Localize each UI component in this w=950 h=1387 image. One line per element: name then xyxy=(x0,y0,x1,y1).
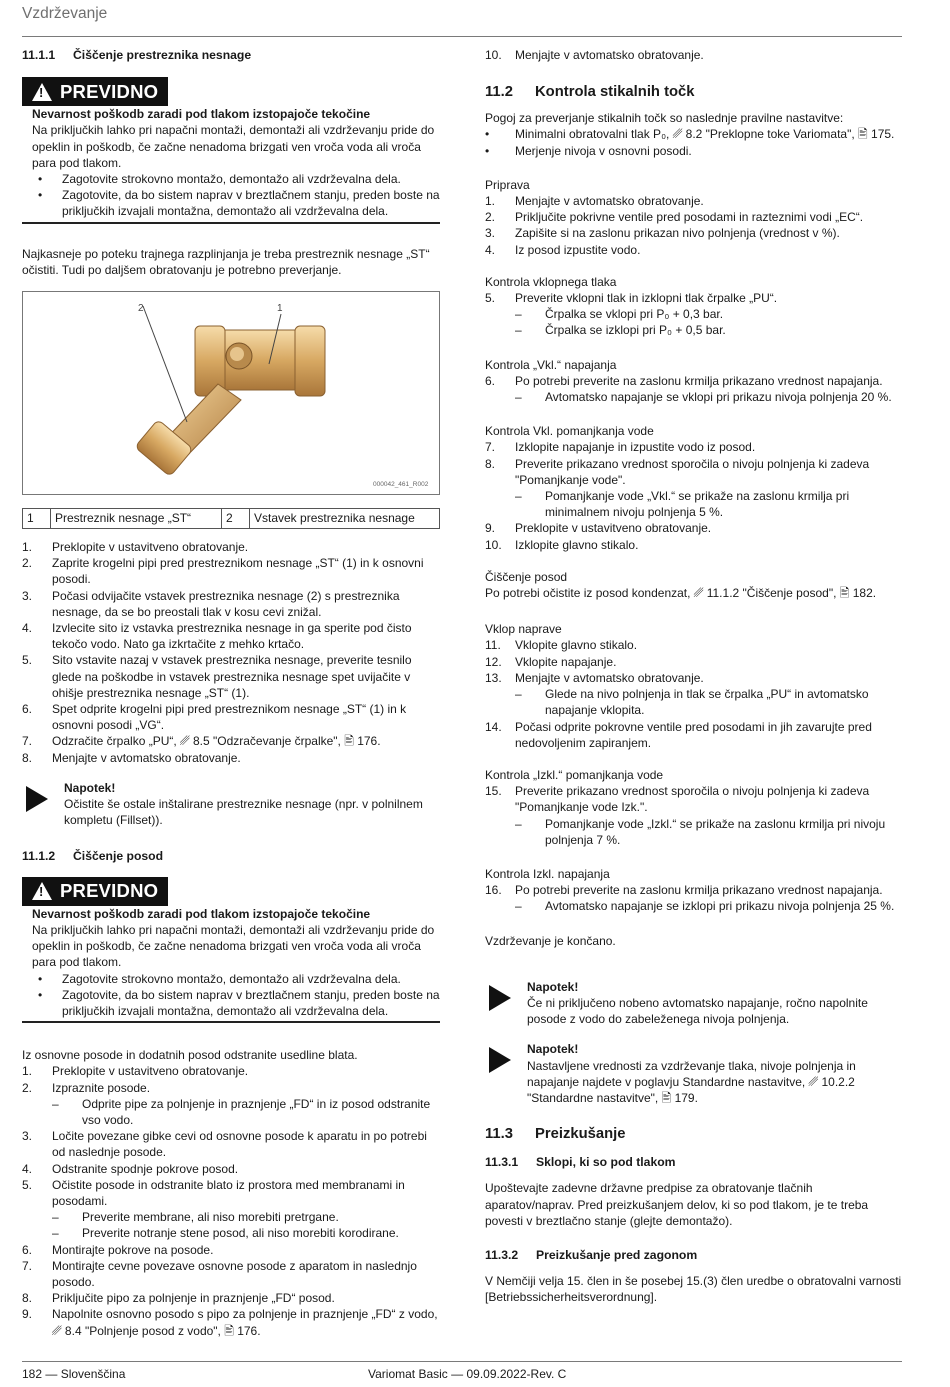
warning-title: Nevarnost poškodb zaradi pod tlakom izstopajoče tekočine xyxy=(32,906,371,921)
note-block xyxy=(22,780,440,829)
list-item: 16. Po potrebi preverite na zaslonu krmilja prikazano vrednost napajanja. xyxy=(485,883,883,898)
section-heading-11-3-2: 11.3.2 Preizkušanje pred zagonom xyxy=(485,1247,698,1262)
warning-text: Na priključkih lahko pri napačni montaži, demontaži ali vzdrževanju pride do opeklin in poškodb, če začne nenadoma brizgati ven vroča voda ali vroča para pod tlakom. xyxy=(32,922,435,970)
list-item: 3. Ločite povezane gibke cevi od osnovne posode k aparatu in po potrebi od naslednje posode. xyxy=(22,1129,427,1160)
note-arrow-icon xyxy=(485,1041,527,1106)
list-item: 2. Zaprite krogelni pipi pred prestreznikom nesnage „ST“ (1) in k osnovni posodi. xyxy=(22,556,424,587)
sub-list-item: – Preverite notranje stene posod, ali niso morebiti korodirane. xyxy=(52,1226,399,1241)
page-header-title: Vzdrževanje xyxy=(22,5,108,22)
intro-text: Najkasneje po poteku trajnega razplinjanja je treba prestreznik nesnage „ST“ očistiti. Tudi po daljšem obratovanju je potrebno preverjanje. xyxy=(22,246,430,277)
bullet-item: • Merjenje nivoja v osnovni posodi. xyxy=(485,143,692,158)
list-item: 8. Priključite pipo za polnjenje in praznjenje „FD“ posod. xyxy=(22,1291,335,1306)
maintenance-done-text: Vzdrževanje je končano. xyxy=(485,933,616,948)
list-item: 4. Odstranite spodnje pokrove posod. xyxy=(22,1161,239,1176)
sub-list-item: – Avtomatsko napajanje se vklopi pri prikazu nivoja polnjenja 20 %. xyxy=(515,390,892,405)
list-item: 5. Sito vstavite nazaj v vstavek prestreznika nesnage, preverite tesnilo glede na poškodbe in vstavek prestreznika nesnage spet uvijačite v ohišje prestreznika nesnage „ST“ (1). xyxy=(22,653,412,700)
legend-row: 1 Prestreznik nesnage „ST“ 2 Vstavek prestreznika nesnage xyxy=(23,509,440,529)
warning-text: Na priključkih lahko pri napačni montaži, demontaži ali vzdrževanju pride do opeklin in poškodb, če začne nenadoma brizgati ven vroča voda ali vroča para pod tlakom. xyxy=(32,123,435,170)
list-item: 1. Preklopite v ustavitveno obratovanje. xyxy=(22,540,249,555)
list-item: 9. Preklopite v ustavitveno obratovanje. xyxy=(485,521,712,536)
list-item: 11. Vklopite glavno stikalo. xyxy=(485,638,638,653)
list-item: 6. Po potrebi preverite na zaslonu krmilja prikazano vrednost napajanja. xyxy=(485,373,883,388)
right-column xyxy=(485,47,905,1306)
list-item: 8. Menjajte v avtomatsko obratovanje. xyxy=(22,750,241,765)
list-item: 9. Napolnite osnovno posodo s pipo za polnjenje in praznjenje „FD“ z vodo, ␥ 8.4 "Polnjenje posod z vodo", 🖹 176. xyxy=(22,1307,438,1338)
bullet-item: • Minimalni obratovalni tlak P₀, ␥ 8.2 "Preklopne toke Variomata", 🖹 175. xyxy=(485,127,895,142)
warning-badge: ! PREVIDNO xyxy=(22,877,168,906)
subheading-izkl-napajanja: Kontrola Izkl. napajanja xyxy=(485,866,610,881)
list-item: 7. Izklopite napajanje in izpustite vodo iz posod. xyxy=(485,440,756,455)
intro-text: Iz osnovne posode in dodatnih posod odstranite usedline blata. xyxy=(22,1048,358,1063)
subheading-ciscenje: Čiščenje posod xyxy=(485,569,568,584)
list-item: 13. Menjajte v avtomatsko obratovanje. xyxy=(485,670,704,685)
warning-block-2 xyxy=(22,877,440,1023)
sub-list-item: – Preverite membrane, ali niso morebiti pretrgane. xyxy=(52,1210,339,1225)
list-item: 5. Preverite vklopni tlak in izklopni tlak črpalke „PU“. xyxy=(485,291,778,306)
note-text: Nastavljene vrednosti za vzdrževanje tlaka, nivoje polnjenja in napajanje najdete v poglavju Standardne nastavitve, ␥ 10.2.2 "Standardne nastavitve", 🖹 179. xyxy=(527,1058,856,1105)
note-arrow-icon xyxy=(22,780,64,829)
section-heading-11-1-2: 11.1.2 Čiščenje posod xyxy=(22,849,164,864)
note-title: Napotek! xyxy=(527,979,579,994)
list-item: 12. Vklopite napajanje. xyxy=(485,654,617,669)
warning-triangle-icon: ! xyxy=(32,882,52,900)
vessel-steps-list xyxy=(22,1063,440,1338)
warning-bullet: • Zagotovite, da bo sistem naprav v breztlačnem stanju, preden boste na priključkih izvajali montažna, demontažo ali vzdrževalna dela. xyxy=(38,188,440,219)
footer-document-info: Variomat Basic — 09.09.2022-Rev. C xyxy=(368,1367,567,1381)
header-divider xyxy=(22,36,902,37)
warning-badge: ! PREVIDNO xyxy=(22,77,168,106)
sub-list-item: – Glede na nivo polnjenja in tlak se črpalka „PU“ in avtomatsko napajanje vklopita. xyxy=(515,687,869,718)
list-item: 2. Priključite pokrivne ventile pred posodami in razteznimi vodi „EC“. xyxy=(485,210,864,225)
sub-list-item: – Odprite pipe za polnjenje in praznjenje „FD“ in iz posod odstranite vso vodo. xyxy=(52,1096,431,1127)
note-block xyxy=(485,1041,905,1106)
section-heading-11-1-1: 11.1.1 Čiščenje prestreznika nesnage xyxy=(22,48,252,62)
section-heading-11-3-1: 11.3.1 Sklopi, ki so pod tlakom xyxy=(485,1155,676,1170)
list-item: 4. Izvlecite sito iz vstavka prestreznika nesnage in ga sperite pod čisto tekočo vodo. Nato ga izkrtačite z mehko krtačo. xyxy=(22,621,412,652)
list-item: 3. Počasi odvijačite vstavek prestreznika nesnage (2) s prestreznika nesnage, da se bo preostali tlak v kosu cevi znižal. xyxy=(22,588,400,619)
note-arrow-icon xyxy=(485,979,527,1028)
section-text: V Nemčiji velja 15. člen in še posebej 15.(3) člen uredbe o obratovalni varnosti [Betriebssicherheitsverordnung]. xyxy=(485,1274,902,1305)
figure-legend-table xyxy=(22,508,440,529)
warning-title: Nevarnost poškodb zaradi pod tlakom izstopajoče tekočine xyxy=(32,107,371,122)
sub-list-item: – Črpalka se vklopi pri P₀ + 0,3 bar. xyxy=(515,307,724,322)
figure-label-2: 2 xyxy=(138,303,144,315)
section-heading-11-2: 11.2 Kontrola stikalnih točk xyxy=(485,84,695,101)
figure-label-1: 1 xyxy=(277,303,283,315)
note-text: Očistite še ostale inštalirane prestreznike nesnage (npr. v polnilnem kompletu (Fillset)). xyxy=(64,797,423,828)
list-item: 7. Odzračite črpalko „PU“, ␥ 8.5 "Odzračevanje črpalke", 🖹 176. xyxy=(22,734,381,749)
footer-page-number: 182 — Slovenščina xyxy=(22,1367,126,1381)
list-item: 1. Menjajte v avtomatsko obratovanje. xyxy=(485,194,704,209)
list-item: 6. Montirajte pokrove na posode. xyxy=(22,1242,214,1257)
sub-list-item: – Pomanjkanje vode „Izkl.“ se prikaže na zaslonu krmilja pri nivoju polnjenja 7 %. xyxy=(515,816,886,847)
warning-triangle-icon: ! xyxy=(32,83,52,101)
sub-list-item: – Avtomatsko napajanje se izklopi pri prikazu nivoja polnjenja 25 %. xyxy=(515,899,895,914)
left-column xyxy=(22,47,440,1339)
note-text: Če ni priključeno nobeno avtomatsko napajanje, ročno napolnite posode z vodo do zabeleženega nivoja polnjenja. xyxy=(527,995,868,1027)
list-item: 15. Preverite prikazano vrednost sporočila o nivoju polnjenja ki zadeva "Pomanjkanje vode Izk.". xyxy=(485,784,870,815)
warning-block-1 xyxy=(22,77,440,223)
sub-list-item: – Pomanjkanje vode „Vkl.“ se prikaže na zaslonu krmilja pri minimalnem nivoju polnjenja 5 %. xyxy=(515,489,850,520)
list-item: 7. Montirajte cevne povezave osnovne posode z aparatom in naslednjo posodo. xyxy=(22,1258,417,1289)
list-item: 6. Spet odprite krogelni pipi pred prestreznikom nesnage „ST“ (1) in k osnovni posodi „VG“. xyxy=(22,702,407,733)
note-title: Napotek! xyxy=(527,1042,579,1057)
list-item: 3. Zapišite si na zaslonu prikazan nivo polnjenja (vrednost v %). xyxy=(485,226,840,241)
note-block xyxy=(485,979,905,1028)
list-item: 10. Izklopite glavno stikalo. xyxy=(485,537,639,552)
subheading-izkl-pomanjkanja: Kontrola „Izkl.“ pomanjkanja vode xyxy=(485,767,664,782)
strainer-figure xyxy=(22,291,440,495)
warning-bullet: • Zagotovite strokovno montažo, demontažo ali vzdrževalna dela. xyxy=(38,172,401,187)
intro-text: Pogoj za preverjanje stikalnih točk so naslednje pravilne nastavitve: xyxy=(485,111,844,126)
list-item: 10. Menjajte v avtomatsko obratovanje. xyxy=(485,48,704,62)
list-item: 14. Počasi odprite pokrovne ventile pred posodami in jih zavarujte pred nedovoljenim zapiranjem. xyxy=(485,719,872,750)
subheading-vkl-napajanja: Kontrola „Vkl.“ napajanja xyxy=(485,357,617,372)
subheading-priprava: Priprava xyxy=(485,177,530,192)
figure-code: 000042_461_R002 xyxy=(373,481,429,489)
subheading-vklop: Vklop naprave xyxy=(485,622,562,637)
warning-bullet: • Zagotovite strokovno montažo, demontažo ali vzdrževalna dela. xyxy=(38,971,401,986)
cleaning-steps-list xyxy=(22,539,440,766)
strainer-illustration xyxy=(23,292,439,494)
warning-bullet: • Zagotovite, da bo sistem naprav v breztlačnem stanju, preden boste na priključkih izvajali montažna, demontažo ali vzdrževalna dela. xyxy=(38,987,440,1018)
list-item: 4. Iz posod izpustite vodo. xyxy=(485,242,641,257)
sub-list-item: – Črpalka se izklopi pri P₀ + 0,5 bar. xyxy=(515,323,726,338)
subheading-vklopni-tlak: Kontrola vklopnega tlaka xyxy=(485,274,617,289)
list-item: 2. Izpraznite posode. xyxy=(22,1080,151,1095)
ciscenje-text: Po potrebi očistite iz posod kondenzat, ␥ 11.1.2 "Čiščenje posod", 🖹 182. xyxy=(485,586,877,601)
list-item: 1. Preklopite v ustavitveno obratovanje. xyxy=(22,1064,249,1079)
footer-divider xyxy=(22,1361,902,1362)
note-title: Napotek! xyxy=(64,780,116,795)
subheading-vkl-pomanjkanja: Kontrola Vkl. pomanjkanja vode xyxy=(485,424,654,439)
list-item: 8. Preverite prikazano vrednost sporočila o nivoju polnjenja ki zadeva "Pomanjkanje vode". xyxy=(485,456,870,487)
section-heading-11-3: 11.3 Preizkušanje xyxy=(485,1126,626,1143)
list-item: 5. Očistite posode in odstranite blato iz prostora med membranami in posodami. xyxy=(22,1177,405,1208)
section-text: Upoštevajte zadevne državne predpise za obratovanje tlačnih aparatov/naprav. Pred preizkušanjem delov, ki so pod tlakom, je te treba povesti v breztlačno stanje (glejte demontažo). xyxy=(485,1181,869,1228)
